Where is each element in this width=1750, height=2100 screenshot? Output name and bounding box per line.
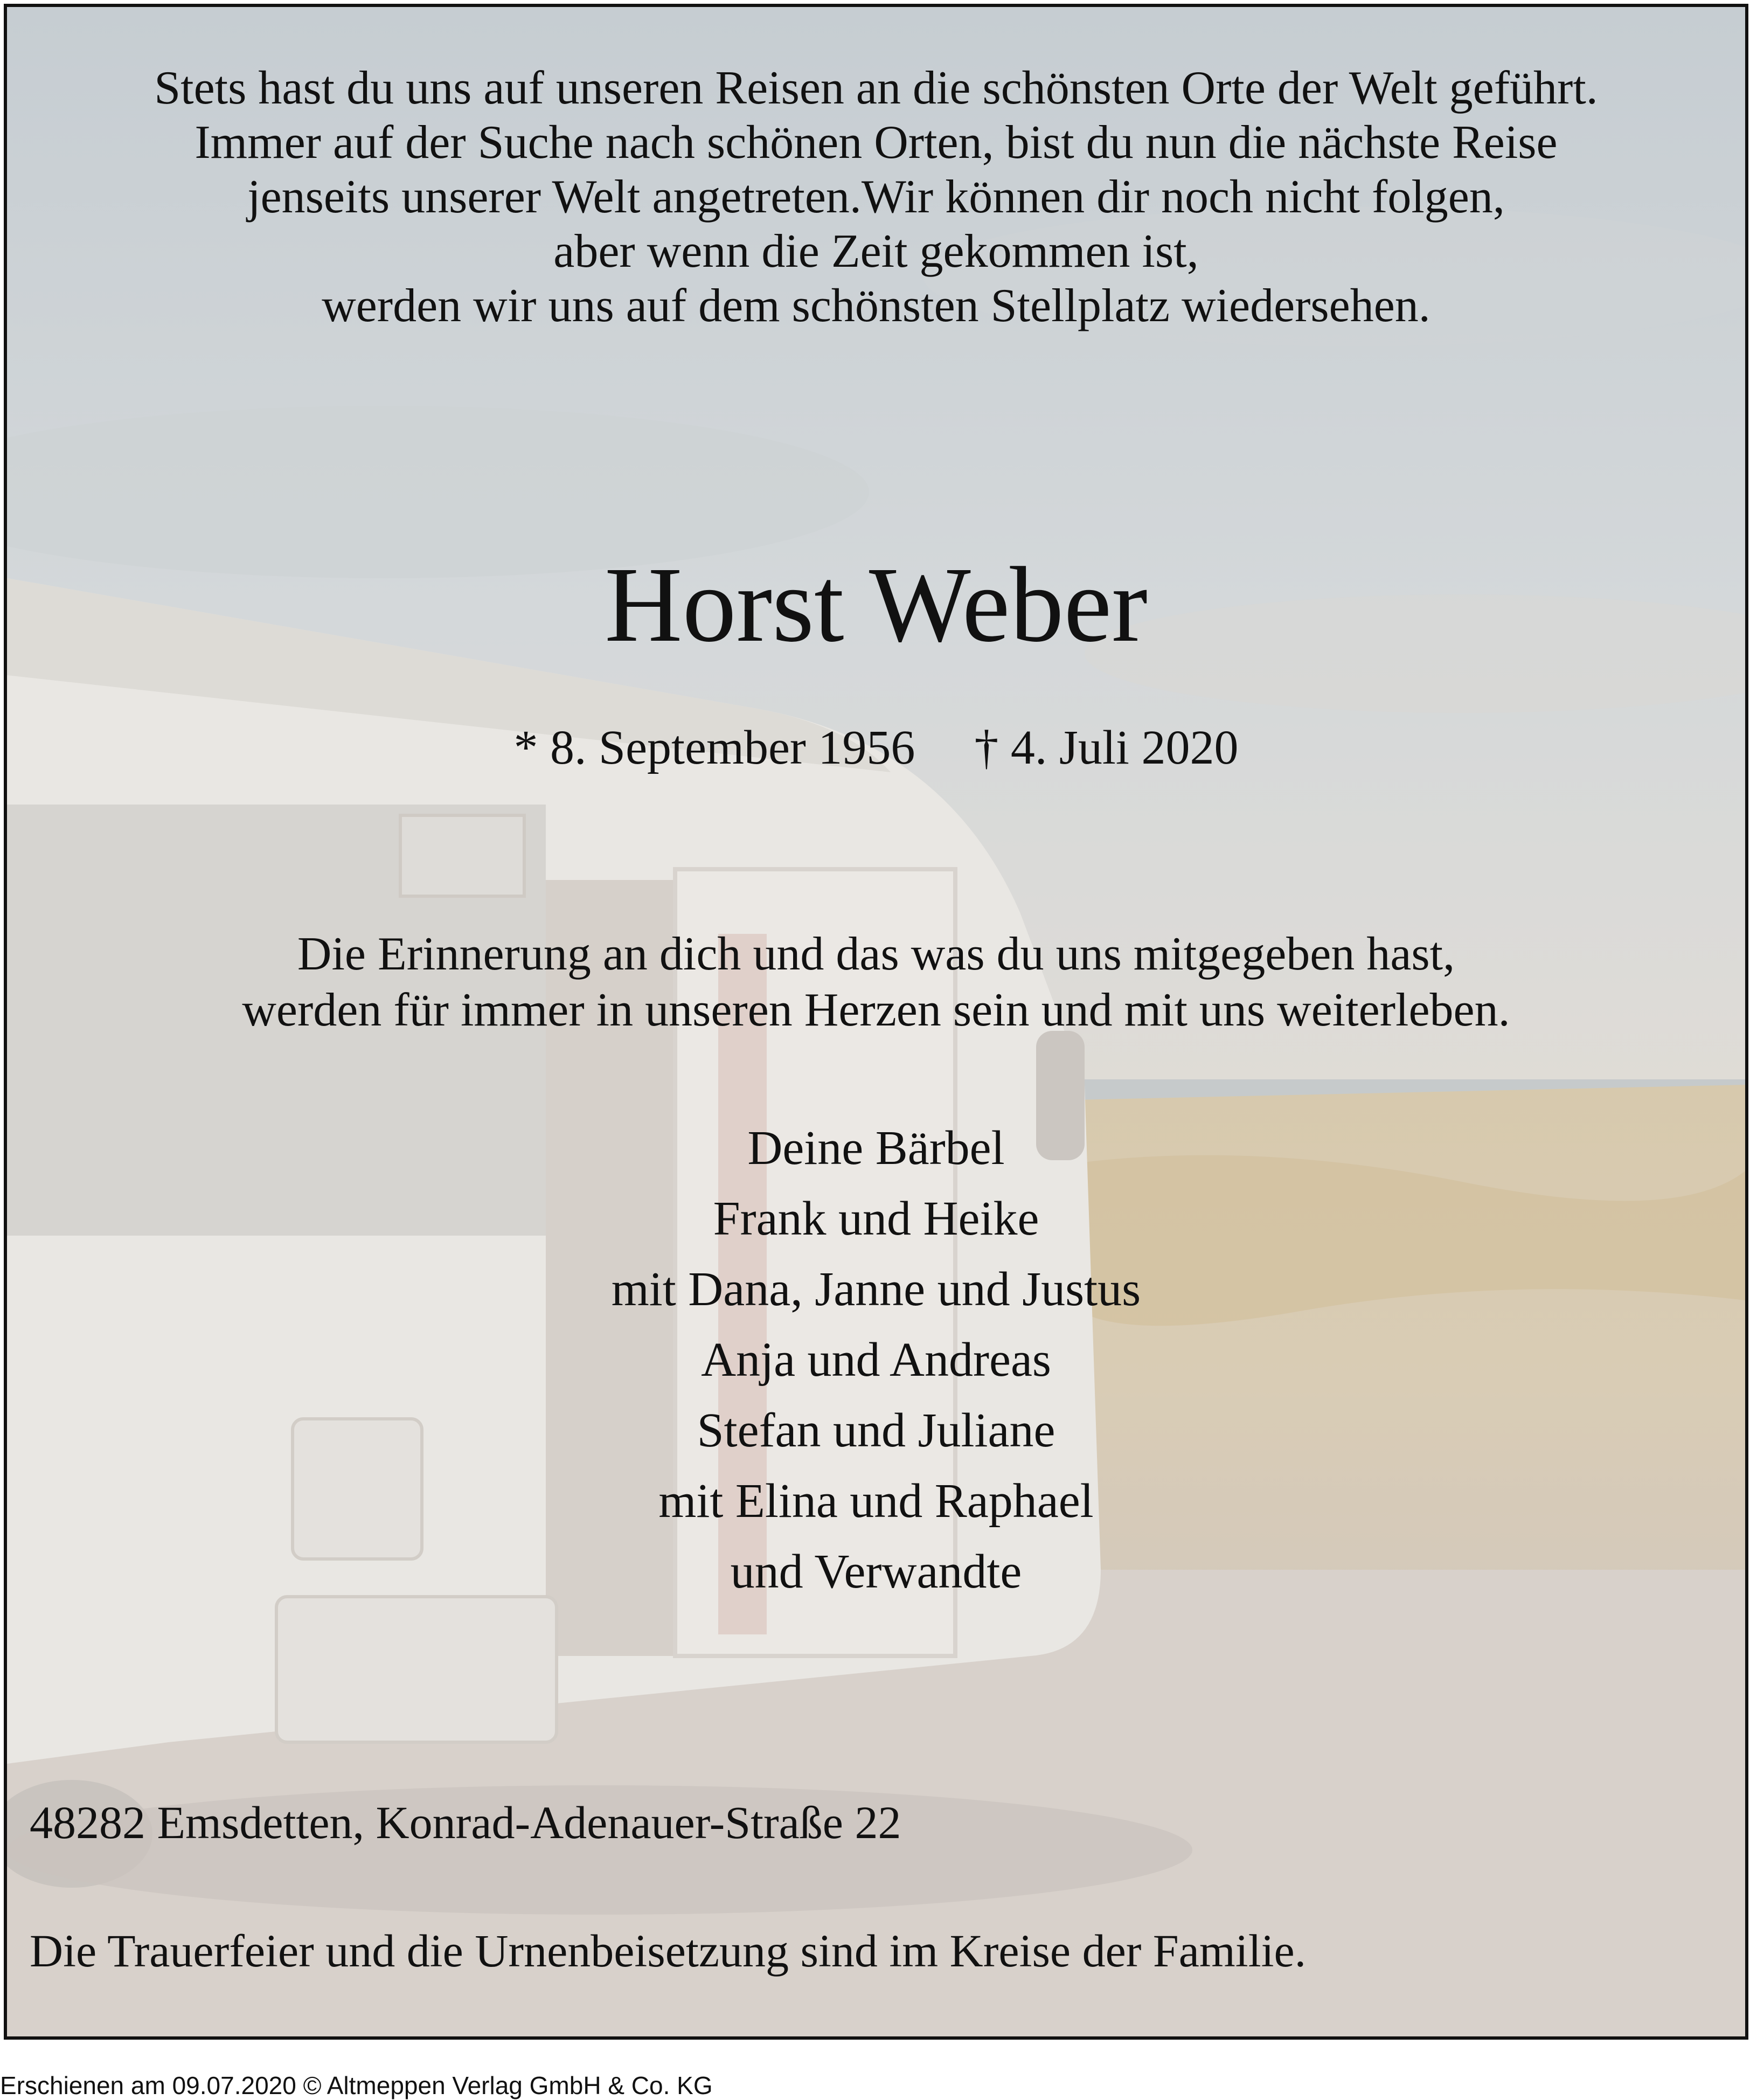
life-dates <box>7 718 1745 778</box>
memory-line: werden für immer in unseren Herzen sein und mit uns weiterleben. <box>242 984 1510 1036</box>
deceased-name: Horst Weber <box>605 545 1148 664</box>
memory-text <box>7 926 1745 1038</box>
verse <box>7 61 1745 333</box>
verse-line: Stets hast du uns auf unseren Reisen an die schönsten Orte der Welt geführt. <box>154 62 1598 114</box>
address: 48282 Emsdetten, Konrad-Adenauer-Straße 22 <box>30 1797 901 1848</box>
memory-line: Die Erinnerung an dich und das was du uns mitgegeben hast, <box>297 928 1455 980</box>
obituary-notice <box>4 4 1748 2040</box>
mourner: Anja und Andreas <box>701 1333 1051 1387</box>
notice-text <box>7 7 1745 2036</box>
mourner: mit Elina und Raphael <box>658 1474 1094 1528</box>
publication-credit: Erschienen am 09.07.2020 © Altmeppen Verlag GmbH & Co. KG <box>0 2071 713 2099</box>
mourners-list <box>7 1113 1745 1607</box>
mourner: Frank und Heike <box>713 1192 1039 1245</box>
verse-line: Immer auf der Suche nach schönen Orten, bist du nun die nächste Reise <box>195 116 1558 169</box>
mourner: mit Dana, Janne und Justus <box>611 1263 1141 1316</box>
ceremony-note: Die Trauerfeier und die Urnenbeisetzung sind im Kreise der Familie. <box>30 1925 1307 1977</box>
verse-line: aber wenn die Zeit gekommen ist, <box>553 225 1199 278</box>
verse-line: werden wir uns auf dem schönsten Stellplatz wiedersehen. <box>322 280 1430 332</box>
verse-line: jenseits unserer Welt angetreten.Wir können dir noch nicht folgen, <box>247 171 1505 223</box>
mourner: Stefan und Juliane <box>697 1404 1055 1457</box>
mourner: Deine Bärbel <box>747 1121 1005 1175</box>
birth-date: * 8. September 1956 <box>513 721 915 774</box>
mourner: und Verwandte <box>730 1545 1022 1598</box>
death-date: † 4. Juli 2020 <box>974 721 1239 774</box>
